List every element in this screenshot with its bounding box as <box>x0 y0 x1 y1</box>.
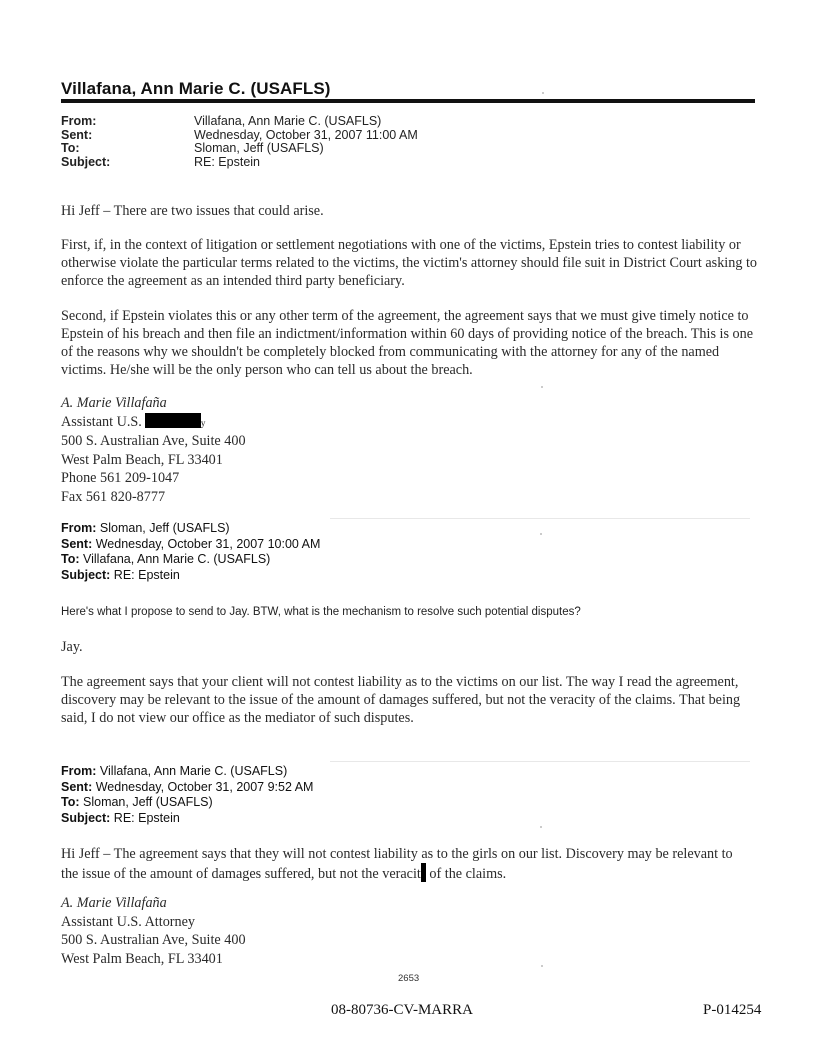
msg1-paragraph-2: Second, if Epstein violates this or any other term of the agreement, the agreement says that we must give timely notice to Epstein of his breach and then file an indictment/information within 60 days of providing notice of the breach. This is one of the reasons why we shouldn't be completely blocked from communicating with the attorney for any of the named victims. He/she will be the only person who can tell us about the breach. <box>61 308 754 378</box>
signature-address-2: West Palm Beach, FL 33401 <box>61 950 223 967</box>
signature-fax: Fax 561 820-8777 <box>61 488 166 505</box>
msg2-body: The agreement says that your client will not contest liability as to the victims on our list. The way I read the agreement, discovery may be relevant to the issue of the amount of damages suffered, but not the veracity of the claims. That being said, I do not view our office as the mediator of such disputes. <box>61 674 741 726</box>
divider <box>330 518 750 519</box>
signature-address-1: 500 S. Australian Ave, Suite 400 <box>61 932 246 948</box>
signature-1 <box>61 394 246 506</box>
signature-address-1: 500 S. Australian Ave, Suite 400 <box>61 433 246 449</box>
scan-speck <box>540 826 542 828</box>
to-value: Sloman, Jeff (USAFLS) <box>194 141 324 155</box>
email-header-3: From: Villafana, Ann Marie C. (USAFLS) Sent: Wednesday, October 31, 2007 9:52 AM To: Sloman, Jeff (USAFLS) Subject: RE: Epstein <box>61 764 314 825</box>
to-label: To: <box>61 141 80 155</box>
msg2-intro: Here's what I propose to send to Jay. BTW, what is the mechanism to resolve such potential disputes? <box>61 606 581 618</box>
case-number: 08-80736-CV-MARRA <box>331 1002 473 1018</box>
msg3-body: Hi Jeff – The agreement says that they will not contest liability as to the girls on our list. Discovery may be relevant to the issue of the amount of damages suffered, but not the veracit of the claims. <box>61 846 733 882</box>
redaction-box <box>145 413 201 428</box>
signature-title: Assistant U.S. Attorney <box>61 913 195 930</box>
subject-label: Subject: <box>61 154 111 169</box>
msg1-paragraph-1: First, if, in the context of litigation or settlement negotiations with one of the victims, Epstein tries to contest liability or otherwise violate the particular terms related to the victims, the victim's attorney should file suit in District Court asking to enforce the agreement as an intended third party beneficiary. <box>61 237 758 289</box>
subject-value: RE: Epstein <box>194 154 261 169</box>
scan-speck <box>542 92 544 94</box>
email-header-main <box>61 115 418 169</box>
bates-number: P-014254 <box>703 1002 762 1018</box>
divider <box>330 761 750 762</box>
signature-2 <box>61 894 246 968</box>
scan-speck <box>540 533 542 535</box>
header-rule <box>61 99 755 103</box>
msg2-salutation: Jay. <box>61 639 83 655</box>
email-header-2: From: Sloman, Jeff (USAFLS) Sent: Wednesday, October 31, 2007 10:00 AM To: Villafana, Ann Marie C. (USAFLS) Subject: RE: Epstein <box>61 521 321 582</box>
document-title: Villafana, Ann Marie C. (USAFLS) <box>61 79 331 98</box>
msg1-greeting: Hi Jeff – There are two issues that could arise. <box>61 203 324 219</box>
signature-address-2: West Palm Beach, FL 33401 <box>61 451 223 468</box>
signature-name: A. Marie Villafaña <box>61 895 167 911</box>
scan-speck <box>541 386 543 388</box>
scan-speck <box>541 965 543 967</box>
page-number: 2653 <box>398 973 420 984</box>
from-value: Villafana, Ann Marie C. (USAFLS) <box>194 114 382 128</box>
from-label: From: <box>61 114 97 128</box>
sent-value: Wednesday, October 31, 2007 11:00 AM <box>194 127 418 142</box>
signature-title: Assistant U.S. y <box>61 413 206 430</box>
sent-label: Sent: <box>61 127 93 142</box>
signature-name: A. Marie Villafaña <box>61 395 167 411</box>
signature-phone: Phone 561 209-1047 <box>61 470 180 486</box>
